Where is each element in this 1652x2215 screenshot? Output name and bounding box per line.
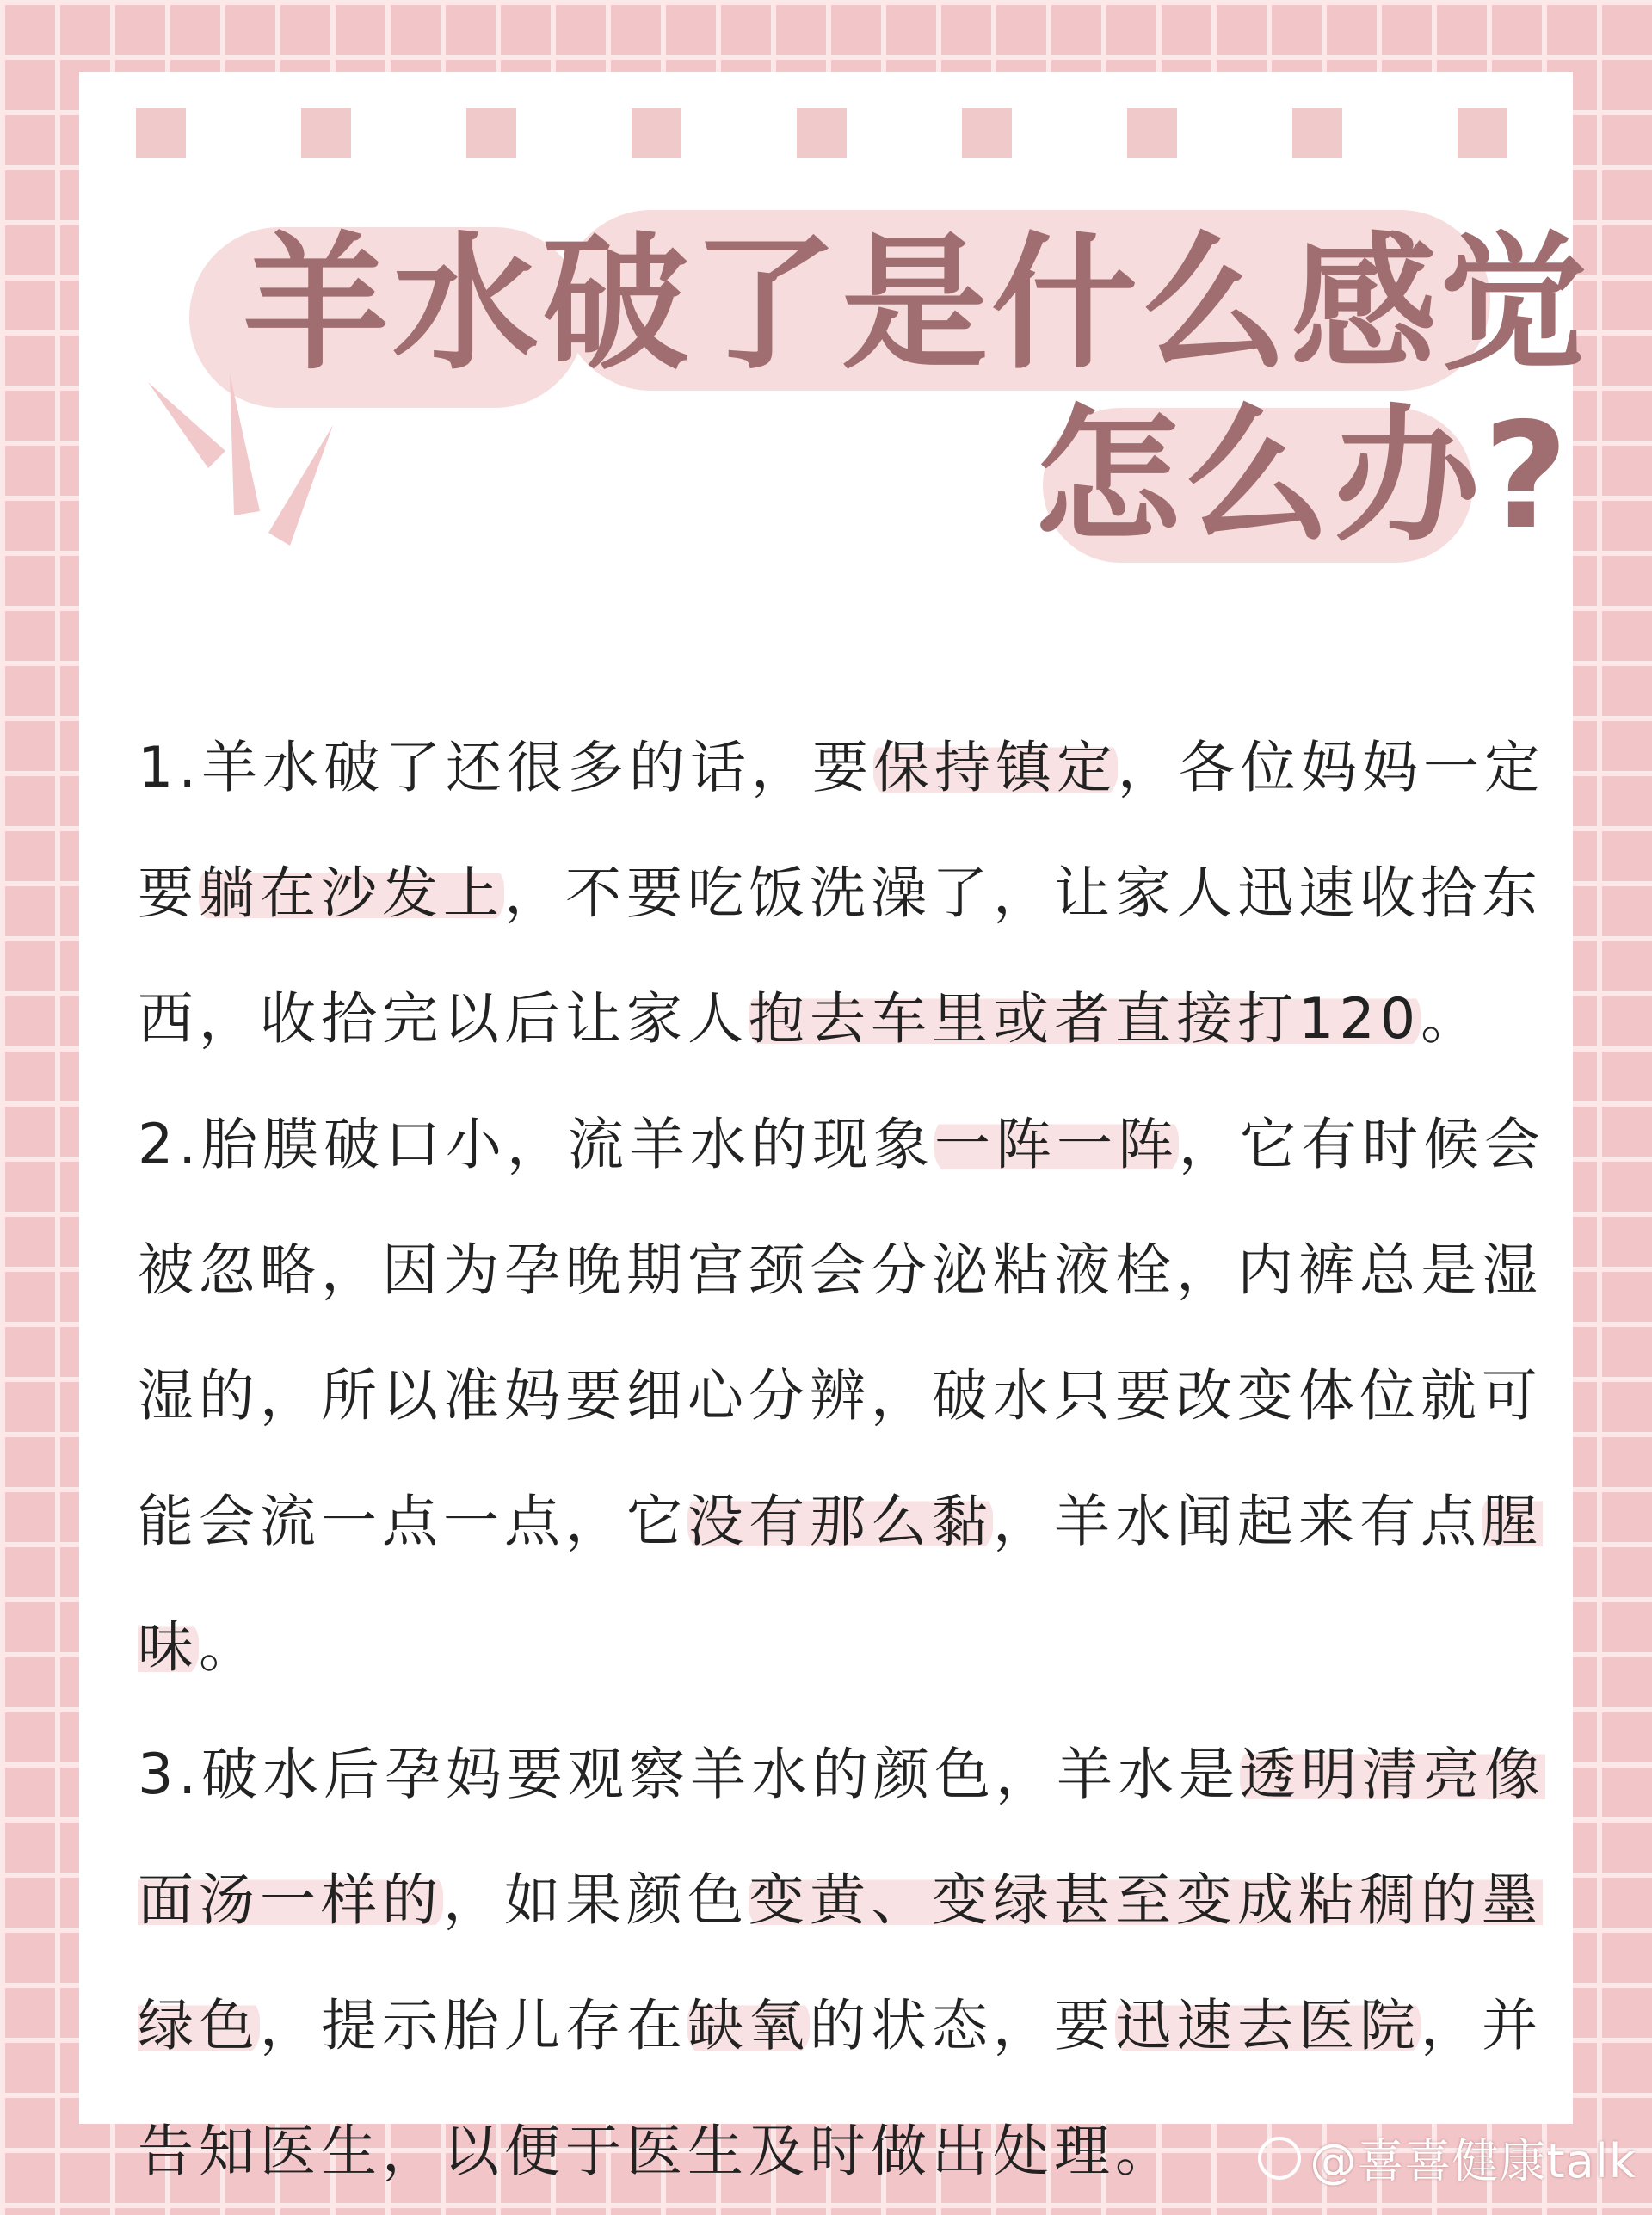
square-deco	[632, 108, 681, 158]
paragraph-text: 1.羊水破了还很多的话，要	[138, 736, 874, 800]
square-deco	[466, 108, 516, 158]
paragraph-text: ，它有时候会被忽略，因为孕晚期宫颈会分泌粘液栓，内裤总是湿湿的，所以准妈要细心分辨，破水只要改变体位就可能会流一点一点，它	[138, 1113, 1546, 1554]
square-deco	[797, 108, 847, 158]
paragraph-text: ，如果颜色	[443, 1868, 749, 1933]
paragraph-text: ，各位妈妈一定要	[138, 736, 1546, 926]
square-deco	[962, 108, 1012, 158]
paragraph-text: ，羊水闻起来有点	[993, 1490, 1482, 1554]
paragraph-text: ，不要吃饭洗澡了，让家人迅速收拾东西，收拾完以后让家人	[138, 861, 1544, 1052]
highlighted-text: 抱去车里或者直接打120	[749, 987, 1421, 1052]
highlighted-text: 躺在沙发上	[199, 861, 505, 926]
highlighted-text: 缺氧	[687, 1994, 811, 2058]
highlighted-text: 透明清亮像面汤一样的	[138, 1743, 1546, 1933]
paragraph-text: 。	[1421, 987, 1482, 1052]
du-logo-icon	[1258, 2137, 1301, 2180]
paragraph-text: ，并告知医生，以便于医生及时做出处理。	[138, 1994, 1544, 2184]
paragraph-1	[138, 706, 1549, 1083]
page-title: 羊水破了是什么感觉	[243, 219, 1591, 390]
paragraph-text: 2.胎膜破口小，流羊水的现象	[138, 1113, 935, 1177]
square-deco	[1458, 108, 1507, 158]
paragraph-2	[138, 1083, 1549, 1711]
highlighted-text: 腥味	[138, 1490, 1544, 1680]
paragraph-text: ，提示胎儿存在	[260, 1994, 688, 2058]
highlighted-text: 没有那么黏	[687, 1490, 994, 1554]
watermark	[1258, 2125, 1637, 2191]
highlighted-text: 迅速去医院	[1115, 1994, 1421, 2058]
square-deco	[136, 108, 186, 158]
sparkle-icon	[148, 373, 337, 571]
highlighted-text: 一阵一阵	[934, 1113, 1180, 1177]
watermark-text: @喜喜健康talk	[1310, 2134, 1637, 2188]
highlighted-text: 变黄、变绿甚至变成粘稠的墨绿色	[138, 1868, 1544, 2058]
paragraph-text: 的状态，要	[810, 1994, 1116, 2058]
square-deco	[301, 108, 351, 158]
page-subtitle: 怎么办?	[1034, 392, 1572, 562]
paragraph-text: 3.破水后孕妈要观察羊水的颜色，羊水是	[138, 1743, 1241, 1807]
square-deco	[1292, 108, 1342, 158]
square-deco	[1127, 108, 1177, 158]
highlighted-text: 保持镇定	[873, 736, 1119, 800]
paragraph-text: 。	[199, 1615, 261, 1680]
